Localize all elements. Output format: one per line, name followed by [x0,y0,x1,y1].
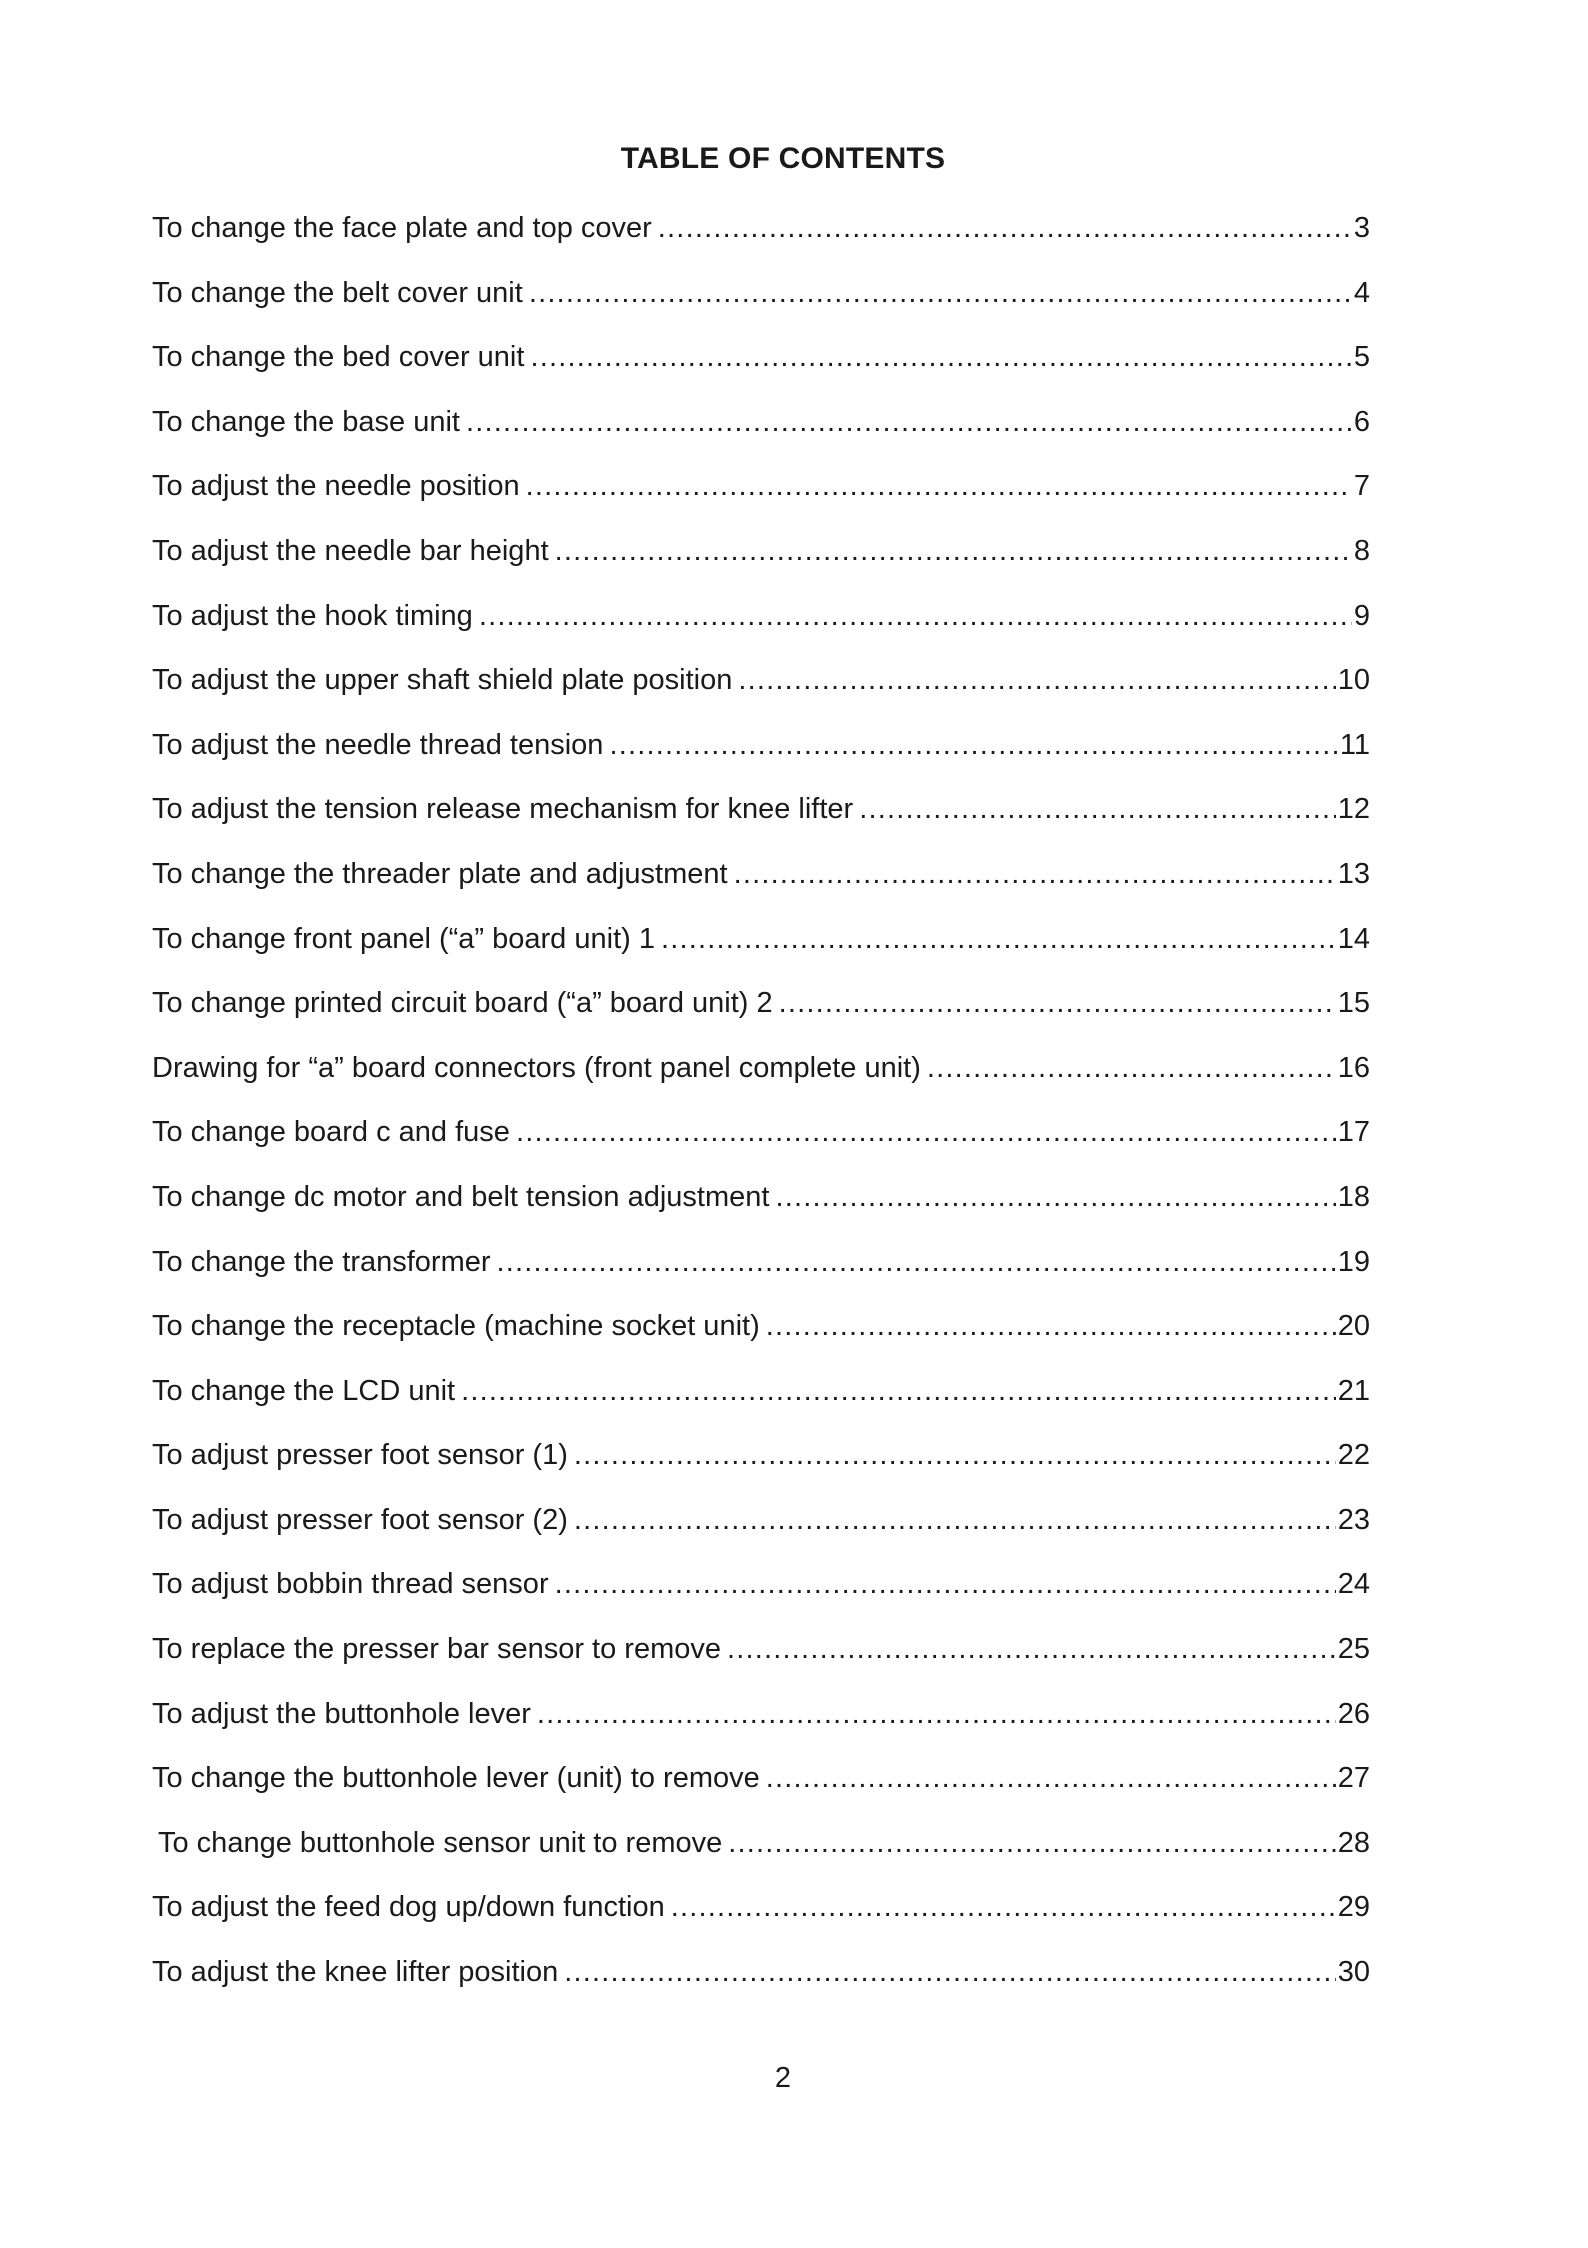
toc-entry-page: 10 [1337,664,1370,697]
dot-leader [609,723,1337,767]
toc-entry-label: To change board c and fuse [152,1116,510,1149]
toc-entry[interactable] [152,1110,1370,1175]
page-number: 2 [774,2062,792,2094]
toc-entry[interactable] [152,400,1370,465]
toc-entry-label: To adjust the needle bar height [152,534,549,567]
toc-entry-label: To change dc motor and belt tension adjustment [152,1180,770,1213]
toc-entry-label: To adjust presser foot sensor (2) [152,1503,568,1536]
toc-entry-page: 29 [1337,1891,1370,1924]
dot-leader [766,1304,1336,1348]
toc-list [152,206,1370,2015]
toc-entry-label: To change the receptacle (machine socket unit) [152,1310,760,1343]
toc-entry-label: To change the face plate and top cover [152,212,652,244]
dot-leader [661,917,1336,961]
dot-leader [728,1821,1335,1865]
toc-entry-label: To adjust the upper shaft shield plate position [152,664,733,697]
toc-entry-page: 26 [1337,1697,1370,1730]
page-title: TABLE OF CONTENTS [620,142,946,175]
toc-entry[interactable] [152,206,1370,271]
toc-entry-page: 21 [1337,1374,1370,1407]
toc-entry-page: 30 [1337,1956,1370,1989]
toc-entry-label: To change the LCD unit [152,1374,456,1407]
toc-entry-page: 20 [1337,1310,1370,1343]
toc-entry-label: To adjust the needle position [152,470,520,503]
toc-entry-page: 5 [1353,341,1370,374]
toc-entry-label: To change the buttonhole lever (unit) to remove [152,1762,760,1795]
toc-entry-page: 22 [1337,1439,1370,1472]
toc-entry-page: 8 [1353,534,1370,567]
toc-entry[interactable] [152,723,1370,788]
toc-entry-page: 7 [1353,470,1370,503]
toc-entry-label: To change the base unit [152,405,460,438]
toc-entry-label: To change buttonhole sensor unit to remove [158,1826,723,1859]
toc-entry[interactable] [152,529,1370,594]
toc-entry[interactable] [152,1692,1370,1757]
toc-entry-label: To change front panel (“a” board unit) 1 [152,922,655,955]
toc-entry-page: 13 [1337,857,1370,890]
toc-entry-page: 23 [1337,1503,1370,1536]
toc-entry-label: To adjust presser foot sensor (1) [152,1439,568,1472]
toc-entry[interactable] [152,1369,1370,1434]
dot-leader [461,1369,1336,1413]
toc-entry-label: To change printed circuit board (“a” board unit) 2 [152,987,773,1020]
dot-leader [479,594,1352,638]
toc-entry-page: 11 [1339,728,1370,761]
toc-entry-page: 12 [1337,793,1370,826]
dot-leader [727,1627,1336,1671]
toc-entry-label: To adjust the buttonhole lever [152,1697,531,1730]
toc-entry-label: To change the bed cover unit [152,341,525,374]
toc-entry-page: 14 [1337,922,1370,955]
toc-entry[interactable] [152,917,1370,982]
toc-entry[interactable] [152,1562,1370,1627]
dot-leader [564,1950,1335,1994]
toc-entry[interactable] [152,1885,1370,1950]
toc-entry-label: To change the transformer [152,1245,491,1278]
toc-entry[interactable] [152,852,1370,917]
toc-entry[interactable] [152,271,1370,336]
dot-leader [466,400,1352,444]
toc-entry-page: 4 [1353,276,1370,309]
toc-entry[interactable] [152,1433,1370,1498]
toc-entry[interactable] [152,981,1370,1046]
toc-entry-page: 6 [1353,405,1370,438]
dot-leader [779,981,1336,1025]
toc-entry-label: To adjust the hook timing [152,599,473,632]
dot-leader [530,335,1351,379]
toc-entry-label: To replace the presser bar sensor to remove [152,1633,721,1666]
dot-leader [555,529,1352,573]
dot-leader [537,1692,1336,1736]
dot-leader [526,464,1352,508]
dot-leader [775,1175,1335,1219]
toc-entry-label: To adjust the knee lifter position [152,1956,559,1989]
toc-entry[interactable] [152,594,1370,659]
toc-entry[interactable] [152,1046,1370,1111]
toc-entry-page: 19 [1337,1245,1370,1278]
toc-entry-label: To change the threader plate and adjustment [152,857,728,890]
dot-leader [574,1498,1336,1542]
toc-entry-page: 16 [1337,1051,1370,1084]
toc-entry-label: To adjust the tension release mechanism for knee lifter [152,793,854,826]
toc-entry-page: 27 [1337,1762,1370,1795]
toc-entry-label: To adjust the needle thread tension [152,728,604,761]
toc-entry[interactable] [152,464,1370,529]
toc-entry[interactable] [152,335,1370,400]
toc-entry-page: 24 [1337,1568,1370,1601]
toc-entry[interactable] [152,787,1370,852]
dot-leader [859,787,1336,831]
dot-leader [658,206,1352,250]
dot-leader [671,1885,1336,1929]
dot-leader [766,1756,1336,1800]
toc-entry[interactable] [152,1821,1370,1886]
toc-entry-page: 9 [1353,599,1370,632]
toc-entry-label: To adjust the feed dog up/down function [152,1891,665,1924]
toc-entry[interactable] [152,1627,1370,1692]
dot-leader [574,1433,1336,1477]
toc-entry[interactable] [152,1498,1370,1563]
toc-entry[interactable] [152,658,1370,723]
toc-entry-label: To adjust bobbin thread sensor [152,1568,549,1601]
toc-entry-label: Drawing for “a” board connectors (front panel complete unit) [152,1051,921,1084]
toc-entry-page: 17 [1337,1116,1370,1149]
toc-entry-page: 3 [1353,212,1370,244]
toc-entry-page: 18 [1337,1180,1370,1213]
toc-entry[interactable] [152,1240,1370,1305]
dot-leader [555,1562,1336,1606]
dot-leader [516,1110,1336,1154]
toc-entry-page: 15 [1337,987,1370,1020]
toc-entry[interactable] [152,1950,1370,2015]
toc-entry[interactable] [152,1175,1370,1240]
toc-entry[interactable] [152,1756,1370,1821]
dot-leader [734,852,1336,896]
dot-leader [927,1046,1336,1090]
toc-entry[interactable] [152,1304,1370,1369]
dot-leader [497,1240,1336,1284]
toc-entry-page: 28 [1337,1826,1370,1859]
toc-entry-label: To change the belt cover unit [152,276,523,309]
toc-entry-page: 25 [1337,1633,1370,1666]
dot-leader [738,658,1335,702]
dot-leader [529,271,1352,315]
